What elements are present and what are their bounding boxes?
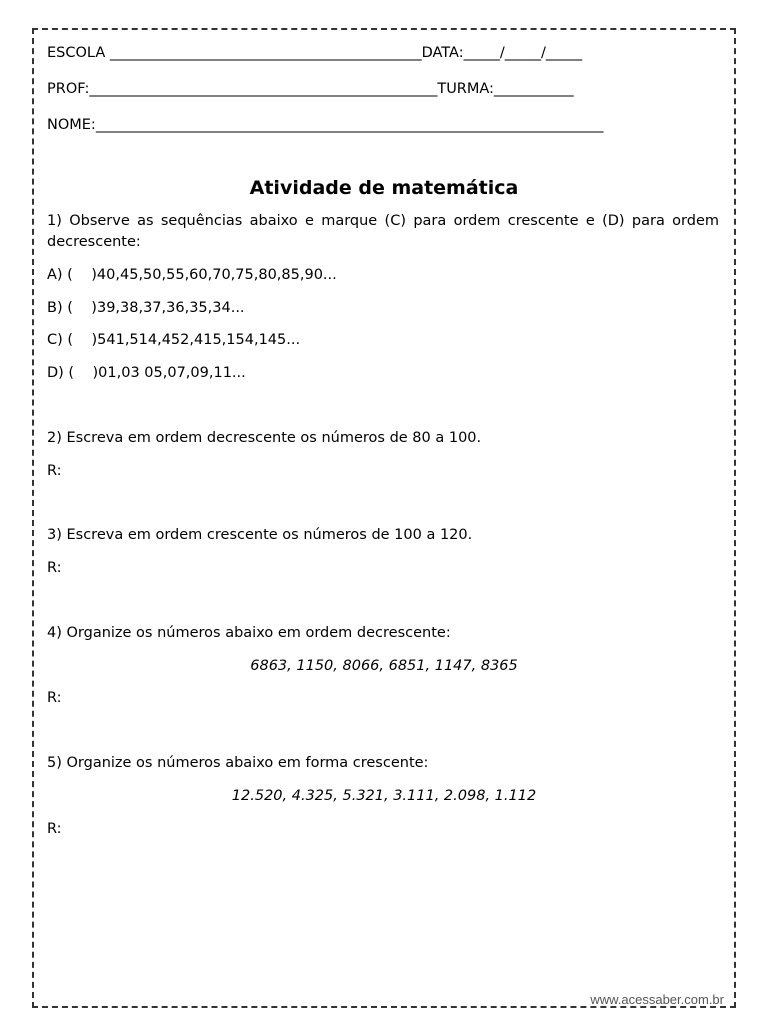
page-border [32,28,736,1008]
prof-turma-line: PROF:________________________________________________TURMA:___________ [47,81,574,97]
question-3-prompt: 3) Escreva em ordem crescente os números de 100 a 120. [47,527,473,543]
question-5-prompt: 5) Organize os números abaixo em forma crescente: [47,755,429,771]
question-2-prompt: 2) Escreva em ordem decrescente os números de 80 a 100. [47,430,482,446]
escola-data-line: ESCOLA ___________________________________________DATA:_____/_____/_____ [47,45,583,61]
question-2-answer-label: R: [47,463,62,479]
sequence-c: C) ( )541,514,452,415,154,145... [47,332,301,348]
worksheet-title: Atividade de matemática [249,177,519,199]
sequence-d: D) ( )01,03 05,07,09,11... [47,365,246,381]
nome-line: NOME:______________________________________________________________________ [47,117,604,133]
question-3-answer-label: R: [47,560,62,576]
sequence-a: A) ( )40,45,50,55,60,70,75,80,85,90... [47,267,337,283]
question-1-prompt: 1) Observe as sequências abaixo e marque (C) para ordem crescente e (D) para ordem decrescente: [47,213,719,250]
question-5-answer-label: R: [47,821,62,837]
footer-url: www.acessaber.com.br [590,992,724,1007]
question-4-prompt: 4) Organize os números abaixo em ordem decrescente: [47,625,451,641]
question-4-numbers: 6863, 1150, 8066, 6851, 1147, 8365 [250,658,518,674]
question-4-answer-label: R: [47,690,62,706]
question-5-numbers: 12.520, 4.325, 5.321, 3.111, 2.098, 1.112 [231,788,537,804]
sequence-b: B) ( )39,38,37,36,35,34... [47,300,245,316]
